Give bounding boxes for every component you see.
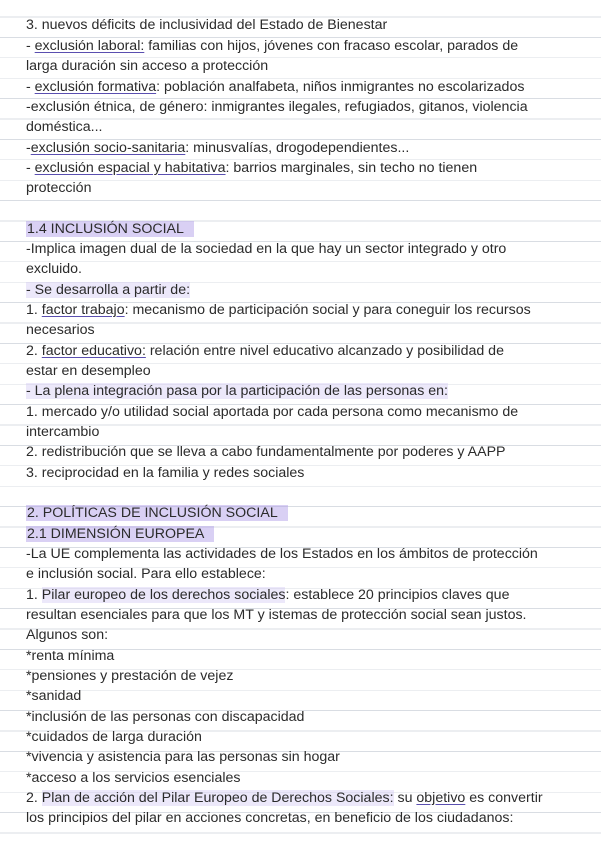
heading-politicas-inclusion xyxy=(26,503,288,523)
text-line xyxy=(26,625,108,645)
text-span: - xyxy=(26,38,35,54)
text-span: resultan esenciales para que los MT y istemas de protección social sean justos. xyxy=(26,607,527,623)
text-span: *vivencia y asistencia para las personas sin hogar xyxy=(26,749,340,765)
term-objetivo: objetivo xyxy=(416,790,466,806)
text-line xyxy=(26,585,509,605)
term-exclusion-laboral: exclusión laboral: xyxy=(34,38,145,54)
text-line xyxy=(26,259,82,279)
text-span: 3. reciprocidad en la familia y redes sociales xyxy=(26,465,305,481)
list-item xyxy=(26,727,202,747)
term-pilar-europeo: Pilar europeo de los derechos sociales xyxy=(41,587,286,603)
text-span: su xyxy=(393,790,417,806)
text-line xyxy=(26,117,103,137)
text-span: -La UE complementa las actividades de los Estados en los ámbitos de protección xyxy=(26,546,538,562)
term-plan-accion: Plan de acción del Pilar Europeo de Derechos Sociales: xyxy=(41,790,394,806)
term-exclusion-espacial: exclusión espacial y habitativa xyxy=(34,160,226,176)
text-line xyxy=(26,402,518,422)
text-line xyxy=(26,381,448,401)
text-line xyxy=(26,564,266,584)
heading-text: 2. POLÍTICAS DE INCLUSIÓN SOCIAL xyxy=(26,505,288,521)
text-span: estar en desempleo xyxy=(26,363,151,379)
text-span: : establece 20 principios claves que xyxy=(285,587,510,603)
list-item xyxy=(26,686,81,706)
text-span: necesarios xyxy=(26,322,95,338)
text-line xyxy=(26,320,95,340)
text-line xyxy=(26,808,513,828)
text-span: : minusvalías, drogodependientes... xyxy=(185,140,410,156)
term-exclusion-socio-sanitaria: exclusión socio-sanitaria xyxy=(30,140,186,156)
term-factor-trabajo: factor trabajo xyxy=(41,302,125,318)
text-span: relación entre nivel educativo alcanzado y posibilidad de xyxy=(145,343,504,359)
text-span: 2. redistribución que se lleva a cabo fundamentalmente por poderes y AAPP xyxy=(26,444,506,460)
list-item xyxy=(26,646,114,666)
text-span: e inclusión social. Para ello establece: xyxy=(26,566,266,582)
text-line xyxy=(26,56,268,76)
text-span: -Implica imagen dual de la sociedad en la que hay un sector integrado y otro xyxy=(26,241,507,257)
text-line xyxy=(26,442,506,462)
text-line xyxy=(26,36,518,56)
text-line xyxy=(26,605,527,625)
list-item xyxy=(26,747,340,767)
text-span: 1. mercado y/o utilidad social aportada por cada persona como mecanismo de xyxy=(26,404,519,420)
text-line xyxy=(26,422,99,442)
text-line xyxy=(26,280,190,300)
text-span: Algunos son: xyxy=(26,627,109,643)
text-line xyxy=(26,97,528,117)
list-item xyxy=(26,666,233,686)
text-span: *renta mínima xyxy=(26,648,115,664)
text-span: : población analfabeta, niños inmigrantes no escolarizados xyxy=(156,79,525,95)
text-line xyxy=(26,239,506,259)
text-span: *acceso a los servicios esenciales xyxy=(26,770,241,786)
heading-text: 2.1 DIMENSIÓN EUROPEA xyxy=(26,526,214,542)
heading-dimension-europea xyxy=(26,524,214,544)
text-span: intercambio xyxy=(26,424,100,440)
text-line xyxy=(26,77,524,97)
text-span: 3. nuevos déficits de inclusividad del Estado de Bienestar xyxy=(26,17,388,33)
text-span: los principios del pilar en acciones concretas, en beneficio de los ciudadanos: xyxy=(26,810,514,826)
text-span: : mecanismo de participación social y para coneguir los recursos xyxy=(124,302,531,318)
text-span: 1. xyxy=(26,302,42,318)
text-line xyxy=(26,788,543,808)
text-span: - xyxy=(26,160,35,176)
highlighted-text: - La plena integración pasa por la participación de las personas en: xyxy=(26,383,448,399)
text-line xyxy=(26,15,387,35)
text-span: 1. xyxy=(26,587,42,603)
highlighted-text: - Se desarrolla a partir de: xyxy=(26,282,191,298)
text-span: familias con hijos, jóvenes con fracaso escolar, parados de xyxy=(144,38,519,54)
term-factor-educativo: factor educativo: xyxy=(41,343,146,359)
text-line xyxy=(26,544,538,564)
text-line xyxy=(26,138,409,158)
text-span: excluido. xyxy=(26,261,82,277)
text-span: *sanidad xyxy=(26,688,82,704)
text-span: 2. xyxy=(26,343,42,359)
text-span: es convertir xyxy=(465,790,543,806)
heading-inclusion-social xyxy=(26,219,194,239)
text-span: *cuidados de larga duración xyxy=(26,729,202,745)
text-span: - xyxy=(26,79,35,95)
text-span: *pensiones y prestación de vejez xyxy=(26,668,234,684)
text-span: : barrios marginales, sin techo no tienen xyxy=(225,160,478,176)
term-exclusion-formativa: exclusión formativa xyxy=(34,79,157,95)
text-span: - xyxy=(26,140,31,156)
text-span: 2. xyxy=(26,790,42,806)
text-span: larga duración sin acceso a protección xyxy=(26,58,269,74)
text-line xyxy=(26,463,304,483)
list-item xyxy=(26,707,304,727)
text-line xyxy=(26,178,91,198)
list-item xyxy=(26,768,241,788)
text-line xyxy=(26,158,477,178)
text-line xyxy=(26,361,151,381)
text-span: *inclusión de las personas con discapacidad xyxy=(26,709,305,725)
text-span: protección xyxy=(26,180,92,196)
text-line xyxy=(26,341,504,361)
text-span: doméstica... xyxy=(26,119,103,135)
text-span: -exclusión étnica, de género: inmigrantes ilegales, refugiados, gitanos, violencia xyxy=(26,99,528,115)
text-line xyxy=(26,300,531,320)
heading-text: 1.4 INCLUSIÓN SOCIAL xyxy=(26,221,194,237)
